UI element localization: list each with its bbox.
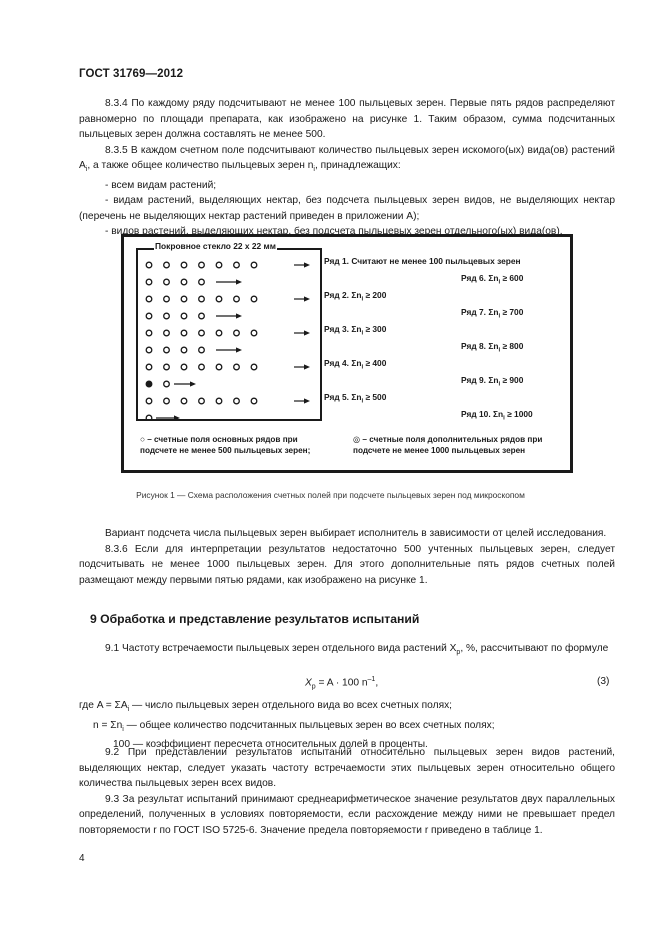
counting-field-circle [181,364,187,370]
row-arrow-head [190,381,196,386]
row-label-9: Ряд 9. $\Sigma n_i \ge 900$ [461,375,524,388]
counting-field-circle [181,330,187,336]
counting-field-circle [164,296,170,302]
cover-glass [136,248,322,421]
counting-field-circle [181,313,187,319]
row-label-2: Ряд 2. $\Sigma n_i \ge 200$ [324,290,387,303]
section-8-3-6 [79,526,615,588]
paragraph-9-3: 9.3 За результат испытаний принимают среднеарифметическое значение результатов двух параллельных определений, полученных в условиях повторяемости, если расхождение между ними не превышает предел повторяемости r по ГОСТ ISO 5725-6. Значение предела повторяемости r приведено в таблице 1. [79,793,615,836]
row-label-1: Ряд 1. Считают не менее 100 пыльцевых зерен [324,256,521,266]
counting-field-circle [216,364,222,370]
paragraph-9-2: 9.2 При представлении результатов испытаний относительно пыльцевых зерен видов растений, выделяющих нектар, следует указать частоту встречаемости этих пыльцевых зерен относительно общего количества пыльцевых зерен всех видов. [79,747,615,789]
counting-field-circle [234,398,240,404]
counting-field-circle [216,296,222,302]
counting-field-circle [251,262,257,268]
counting-field-circle [146,279,152,285]
counting-field-circle [199,296,205,302]
counting-field-circle [146,398,152,404]
row-label-6: Ряд 6. $\Sigma n_i \ge 600$ [461,273,524,286]
counting-field-circle [164,330,170,336]
where-line-3: 100 — коэффициент пересчета относительных долей в проценты. [113,739,428,751]
formula-number: (3) [597,676,610,687]
figure-caption: Рисунок 1 — Схема расположения счетных полей при подсчете пыльцевых зерен под микроскопом [136,490,525,500]
counting-fields [138,250,320,419]
counting-field-circle [146,296,152,302]
list-item-1: - всем видам растений; [105,179,217,191]
counting-field-circle [146,381,152,387]
row-label-10: Ряд 10. $\Sigma n_i \ge 1000$ [461,409,533,422]
row-label-7: Ряд 7. $\Sigma n_i \ge 700$ [461,307,524,320]
row-arrow-head [304,330,310,335]
list-item-2: - видам растений, выделяющих нектар, без подсчета пыльцевых зерен видов, не выделяющих нектар (перечень не выделяющих нектар растений приведен в приложении А); [79,195,615,222]
where-line-1: где $A = \Sigma A_i$ — число пыльцевых зерен отдельного вида во всех счетных полях; [79,700,453,714]
page-number: 4 [79,853,85,864]
counting-field-circle [251,364,257,370]
row-label-4: Ряд 4. $\Sigma n_i \ge 400$ [324,358,387,371]
counting-field-circle [216,262,222,268]
counting-field-circle [146,415,152,419]
counting-field-circle [146,330,152,336]
row-arrow-head [304,262,310,267]
counting-field-circle [251,330,257,336]
counting-field-circle [199,347,205,353]
legend-main-rows: ○ – счетные поля основных рядов при подсчете не менее 500 пыльцевых зерен; [140,435,311,455]
counting-field-circle [199,398,205,404]
counting-field-circle [146,364,152,370]
where-line-2: $n = \Sigma n_i$ — общее количество подсчитанных пыльцевых зерен во всех счетных полях; [93,719,495,733]
legend-extra-rows: ◎ – счетные поля дополнительных рядов при подсчете не менее 1000 пыльцевых зерен [353,435,543,455]
counting-field-circle [146,347,152,353]
counting-field-circle [164,313,170,319]
row-arrow-head [236,279,242,284]
row-label-3: Ряд 3. $\Sigma n_i \ge 300$ [324,324,387,337]
counting-field-circle [199,330,205,336]
counting-field-circle [164,262,170,268]
counting-field-circle [234,364,240,370]
counting-field-circle [164,398,170,404]
counting-field-circle [199,262,205,268]
counting-field-circle [146,313,152,319]
cover-glass-label: Покровное стекло 22 х 22 мм [155,241,276,251]
figure-1-scheme [121,234,573,473]
row-arrow-head [236,347,242,352]
row-label-5: Ряд 5. $\Sigma n_i \ge 500$ [324,392,387,405]
paragraph-8-3-4: 8.3.4 По каждому ряду подсчитывают не менее 100 пыльцевых зерен. Первые пять рядов распределяют равномерно по площади препарата, как изображено на рисунке 1. Таким образом, сумма подсчитанных пыльцевых зерен должна составлять не менее 500. [79,98,615,140]
counting-field-circle [164,381,170,387]
counting-field-circle [146,262,152,268]
row-arrow-head [304,296,310,301]
section-8-3-4-5 [79,96,615,240]
counting-field-circle [164,347,170,353]
counting-field-circle [216,330,222,336]
paragraph-8-3-6: 8.3.6 Если для интерпретации результатов недостаточно 500 учтенных пыльцевых зерен, следует подсчитывать не менее 1000 пыльцевых зерен. Для этого дополнительные пять рядов счетных полей размещают между первыми пятью рядами, как изображено на рисунке 1. [79,543,615,586]
counting-field-circle [251,296,257,302]
counting-field-circle [234,262,240,268]
paragraph-8-3-5: 8.3.5 В каждом счетном поле подсчитывают количество пыльцевых зерен искомого(ых) вида(ов) растений $A_i$, а также общее количество пыльцевых зерен $n_i$, принадлежащих: [79,144,615,174]
counting-field-circle [199,313,205,319]
counting-field-circle [251,398,257,404]
counting-field-circle [234,330,240,336]
counting-field-circle [234,296,240,302]
row-arrow-head [236,313,242,318]
section-9-2-3 [79,745,615,838]
counting-field-circle [181,262,187,268]
paragraph-9-1: 9.1 Частоту встречаемости пыльцевых зерен отдельного вида растений $X_p$, %, рассчитывают по формуле [105,643,609,657]
row-arrow-head [174,415,180,419]
counting-field-circle [199,279,205,285]
paragraph-variant: Вариант подсчета числа пыльцевых зерен выбирает исполнитель в зависимости от целей исследования. [105,528,607,539]
document-header: ГОСТ 31769—2012 [79,68,184,80]
counting-field-circle [199,364,205,370]
list-item-3: - видов растений, выделяющих нектар, без подсчета пыльцевых зерен отдельного(ых) вида(ов). [105,226,563,238]
counting-field-circle [164,279,170,285]
row-arrow-head [304,364,310,369]
formula-expression: $X_p = A \cdot 100$ $n^{-1}$, [305,676,379,691]
counting-field-circle [181,296,187,302]
section-9-title: 9 Обработка и представление результатов испытаний [90,612,420,626]
row-label-8: Ряд 8. $\Sigma n_i \ge 800$ [461,341,524,354]
counting-field-circle [181,279,187,285]
counting-field-circle [164,364,170,370]
counting-field-circle [181,347,187,353]
row-arrow-head [304,398,310,403]
counting-field-circle [216,398,222,404]
counting-field-circle [181,398,187,404]
